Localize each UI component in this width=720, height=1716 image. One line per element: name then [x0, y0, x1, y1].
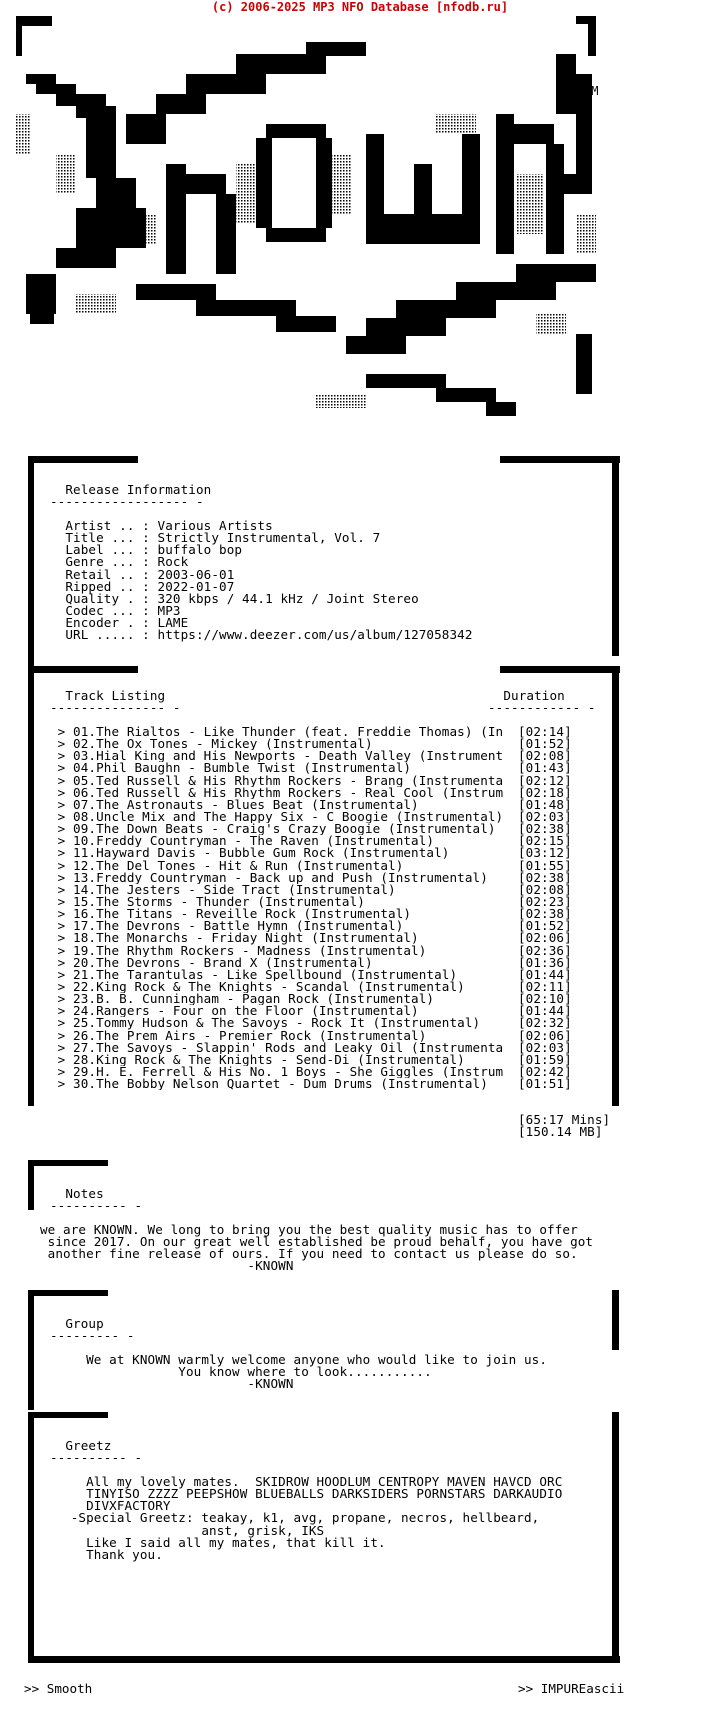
- release-field-label: Codec ... :: [50, 603, 150, 619]
- track-title: > 01.The Rialtos - Like Thunder (feat. Freddie Thomas) (In: [50, 726, 504, 739]
- track-duration: [01:52]: [518, 918, 572, 934]
- track-title: > 20.The Devrons - Brand X (Instrumental): [50, 956, 373, 969]
- track-listing-heading: Track Listing --------------- -: [50, 688, 181, 716]
- release-field-label: Genre ... :: [50, 554, 150, 570]
- release-field: [50, 629, 473, 641]
- greetz-line: anst, grisk, IKS: [40, 1522, 325, 1538]
- greetz-text: [40, 1476, 562, 1561]
- track-duration: [02:38]: [518, 906, 572, 922]
- release-field-value: Strictly Instrumental, Vol. 7: [149, 530, 381, 546]
- track-title: > 13.Freddy Countryman - Back up and Push (Instrumental): [50, 871, 488, 884]
- track-duration: [02:38]: [518, 821, 572, 837]
- track-duration: [02:23]: [518, 893, 572, 909]
- notes-heading: Notes ---------- -: [50, 1186, 143, 1214]
- track-duration: [02:06]: [518, 930, 572, 946]
- greetz-line: Like I said all my mates, that kill it.: [40, 1534, 386, 1550]
- track-duration: [02:14]: [518, 724, 572, 739]
- track-duration: [01:52]: [518, 736, 572, 752]
- track-title: > 15.The Storms - Thunder (Instrumental): [50, 895, 365, 909]
- notes-line: another fine release of ours. If you need to contact us please do so.: [40, 1246, 578, 1262]
- known-ascii-logo-icon: [16, 14, 636, 454]
- track-duration: [02:12]: [518, 772, 572, 788]
- source-banner: (c) 2006-2025 MP3 NFO Database [nfodb.ru]: [211, 0, 509, 14]
- track-title: > 23.B. B. Cunningham - Pagan Rock (Instrumental): [50, 993, 435, 1006]
- greetz-line: -Special Greetz: teakay, k1, avg, propane, necros, hellbeard,: [40, 1510, 540, 1526]
- track-title: > 11.Hayward Davis - Bubble Gum Rock (Instrumental): [50, 847, 450, 860]
- total-size: [150.14 MB]: [518, 1124, 603, 1139]
- track-duration: [01:44]: [518, 1003, 572, 1019]
- greetz-heading: Greetz ---------- -: [50, 1438, 143, 1466]
- track-duration: [02:15]: [518, 833, 572, 849]
- total-time: [65:17 Mins]: [518, 1112, 611, 1127]
- track-title: > 21.The Tarantulas - Like Spellbound (Instrumental): [50, 968, 458, 981]
- track-title: > 19.The Rhythm Rockers - Madness (Instrumental): [50, 944, 427, 957]
- notes-line: we are KNOWN. We long to bring you the best quality music has to offer: [40, 1222, 578, 1237]
- track-duration: [02:42]: [518, 1063, 572, 1079]
- track-duration: [02:38]: [518, 869, 572, 885]
- track-title: > 30.The Bobby Nelson Quartet - Dum Drums (Instrumental): [50, 1078, 488, 1091]
- track-title: > 04.Phil Baughn - Bumble Twist (Instrumental): [50, 762, 412, 775]
- track-duration: [02:06]: [518, 1027, 572, 1043]
- release-field-value: https://www.deezer.com/us/album/127058342: [149, 627, 473, 643]
- group-line: We at KNOWN warmly welcome anyone who would like to join us.: [40, 1352, 548, 1367]
- track-duration: [02:08]: [518, 748, 572, 764]
- release-info-list: [50, 520, 473, 642]
- track-title: > 06.Ted Russell & His Rhythm Rockers - Real Cool (Instrum: [50, 786, 504, 799]
- group-line: -KNOWN: [40, 1376, 294, 1392]
- track-duration: [01:55]: [518, 857, 572, 873]
- track-title: > 02.The Ox Tones - Mickey (Instrumental): [50, 738, 373, 751]
- release-field-value: 2003-06-01: [149, 566, 235, 582]
- track-duration: [01:59]: [518, 1051, 572, 1067]
- track-title: > 28.King Rock & The Knights - Send-Di (Instrumental): [50, 1053, 465, 1066]
- release-field-label: Title ... :: [50, 530, 150, 546]
- notes-line: since 2017. On our great well established be proud behalf, you have got: [40, 1234, 594, 1250]
- group-text: [40, 1354, 547, 1390]
- release-field-value: Rock: [149, 554, 189, 570]
- release-field-value: buffalo bop: [149, 542, 243, 558]
- track-duration: [01:51]: [518, 1076, 572, 1092]
- release-field-value: 320 kbps / 44.1 kHz / Joint Stereo: [149, 590, 419, 606]
- track-title: > 03.Hial King and His Newports - Death Valley (Instrument: [50, 750, 504, 763]
- artist-signature: sM: [584, 84, 599, 98]
- release-field-label: Ripped .. :: [50, 578, 150, 594]
- track-duration: [01:36]: [518, 954, 572, 970]
- release-heading: Release Information ------------------ -: [50, 482, 212, 510]
- track-duration: [02:18]: [518, 784, 572, 800]
- notes-text: [40, 1224, 593, 1273]
- track-title: > 12.The Del Tones - Hit & Run (Instrumental): [50, 859, 404, 872]
- duration-heading: Duration ------------ -: [488, 688, 596, 716]
- greetz-line: Thank you.: [40, 1546, 163, 1562]
- track-duration: [01:43]: [518, 760, 572, 776]
- release-field-label: URL ..... :: [50, 627, 150, 643]
- release-field-value: MP3: [149, 603, 181, 619]
- footer-right: >> IMPUREascii: [518, 1681, 625, 1696]
- greetz-line: DIVXFACTORY: [40, 1498, 171, 1514]
- group-heading: Group --------- -: [50, 1316, 135, 1344]
- release-field-label: Label ... :: [50, 542, 150, 558]
- track-duration: [02:08]: [518, 881, 572, 897]
- track-title: > 26.The Prem Airs - Premier Rock (Instrumental): [50, 1029, 427, 1042]
- track-duration: [01:48]: [518, 796, 572, 812]
- track-title: > 10.Freddy Countryman - The Raven (Instrumental): [50, 835, 435, 848]
- track-title: > 09.The Down Beats - Craig's Crazy Boogie (Instrumental): [50, 823, 496, 836]
- track-title: > 18.The Monarchs - Friday Night (Instrumental): [50, 932, 419, 945]
- track-duration: [02:03]: [518, 808, 572, 824]
- track-title: > 25.Tommy Hudson & The Savoys - Rock It (Instrumental): [50, 1017, 481, 1030]
- release-field-value: 2022-01-07: [149, 578, 235, 594]
- track-duration: [01:44]: [518, 966, 572, 982]
- track-duration: [02:36]: [518, 942, 572, 958]
- release-field-label: Retail .. :: [50, 566, 150, 582]
- track-title: > 08.Uncle Mix and The Happy Six - C Boogie (Instrumental): [50, 810, 504, 824]
- release-field-value: Various Artists: [149, 518, 273, 533]
- track-title: > 16.The Titans - Reveille Rock (Instrumental): [50, 908, 412, 921]
- release-field-label: Quality . :: [50, 590, 150, 606]
- track-title: > 14.The Jesters - Side Tract (Instrumental): [50, 883, 396, 896]
- track-title: > 05.Ted Russell & His Rhythm Rockers - Brang (Instrumenta: [50, 774, 504, 787]
- track-duration: [03:12]: [518, 845, 572, 861]
- release-field-value: LAME: [149, 615, 189, 631]
- track-title: > 29.H. E. Ferrell & His No. 1 Boys - She Giggles (Instrum: [50, 1065, 504, 1079]
- track-duration: [02:03]: [518, 1039, 572, 1055]
- track-duration: [02:32]: [518, 1015, 572, 1031]
- track-title: > 27.The Savoys - Slappin' Rods and Leaky Oil (Instrumenta: [50, 1041, 504, 1054]
- footer-left: >> Smooth: [24, 1681, 93, 1696]
- greetz-line: TINYISO ZZZZ PEEPSHOW BLUEBALLS DARKSIDERS PORNSTARS DARKAUDIO: [40, 1486, 563, 1502]
- track-title: > 07.The Astronauts - Blues Beat (Instrumental): [50, 798, 419, 811]
- greetz-line: All my lovely mates. SKIDROW HOODLUM CENTROPY MAVEN HAVCD ORC: [40, 1474, 563, 1489]
- group-line: You know where to look...........: [40, 1364, 432, 1380]
- track-title: > 24.Rangers - Four on the Floor (Instrumental): [50, 1005, 419, 1018]
- notes-line: -KNOWN: [40, 1258, 294, 1274]
- release-field-label: Encoder . :: [50, 615, 150, 631]
- release-field-label: Artist .. :: [50, 518, 150, 533]
- track-title: > 17.The Devrons - Battle Hymn (Instrumental): [50, 920, 404, 933]
- track-title: > 22.King Rock & The Knights - Scandal (Instrumental): [50, 980, 465, 994]
- track-duration: [02:10]: [518, 991, 572, 1007]
- track-duration: [02:11]: [518, 978, 572, 994]
